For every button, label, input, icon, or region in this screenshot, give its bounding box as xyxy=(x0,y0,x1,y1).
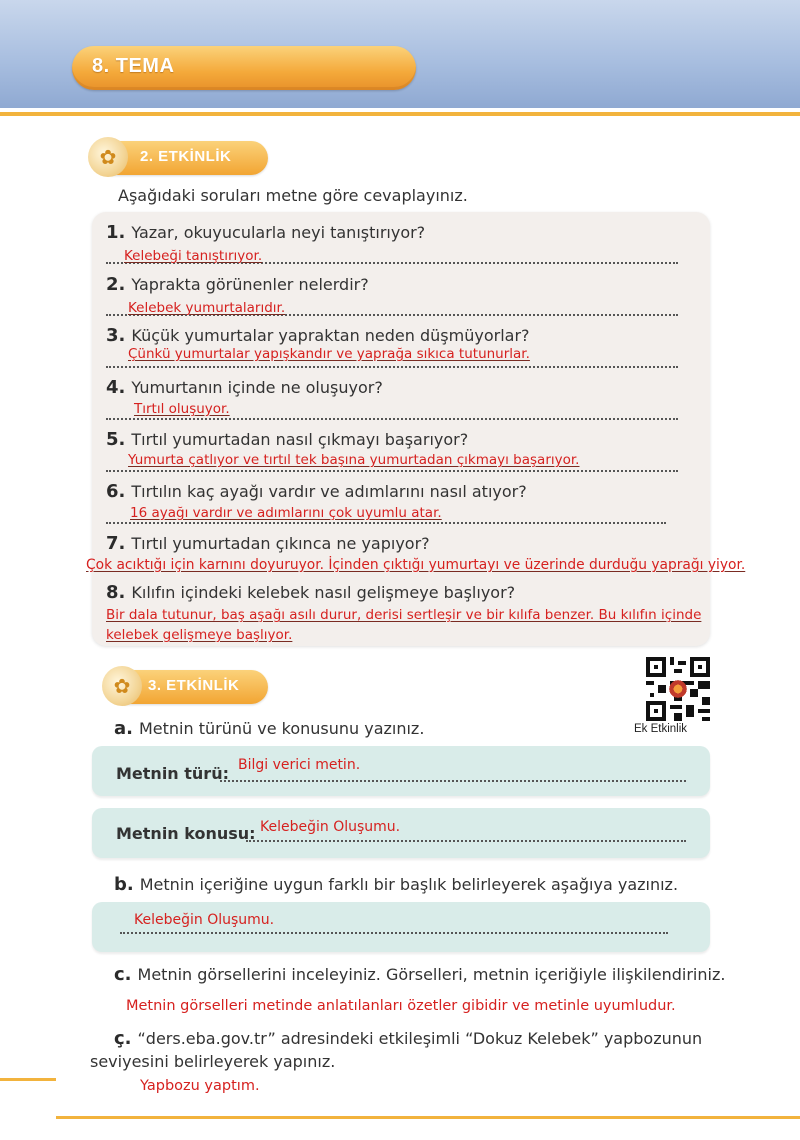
item-cc: ç. “ders.eba.gov.tr” adresindeki etkileşimli “Dokuz Kelebek” yapbozunun xyxy=(114,1028,703,1049)
answer-8-line-1: Bir dala tutunur, baş aşağı asılı durur, derisi sertleşir ve bir kılıfa benzer. Bu kılıfın içinde xyxy=(106,607,702,623)
question-6: 6. Tırtılın kaç ayağı vardır ve adımlarını nasıl atıyor? xyxy=(106,481,527,502)
qr-caption: Ek Etkinlik xyxy=(634,723,688,735)
topic-label: Metnin konusu: xyxy=(116,824,256,843)
activity-2-label: 2. ETKİNLİK xyxy=(140,148,232,165)
header-divider xyxy=(0,112,800,116)
activity-2-instruction: Aşağıdaki soruları metne göre cevaplayınız. xyxy=(118,186,468,205)
type-label: Metnin türü: xyxy=(116,764,229,783)
question-3: 3. Küçük yumurtalar yapraktan neden düşmüyorlar? xyxy=(106,325,530,346)
activity-3-label: 3. ETKİNLİK xyxy=(148,677,240,694)
answer-line xyxy=(120,932,668,934)
answer-line xyxy=(106,470,678,472)
activity-icon: ✿ xyxy=(88,137,128,177)
answer-7: Çok acıktığı için karnını doyuruyor. İçinden çıktığı yumurtayı ve üzerinde durduğu yaprağı yiyor. xyxy=(86,557,746,573)
item-c-answer: Metnin görselleri metinde anlatılanları özetler gibidir ve metinle uyumludur. xyxy=(126,998,676,1014)
item-cc-answer: Yapbozu yaptım. xyxy=(140,1078,260,1094)
side-marker xyxy=(0,1078,56,1081)
answer-line xyxy=(106,366,678,368)
question-1: 1. Yazar, okuyucularla neyi tanıştırıyor? xyxy=(106,222,426,243)
title-answer: Kelebeğin Oluşumu. xyxy=(134,912,275,928)
theme-title: 8. TEMA xyxy=(92,55,175,77)
activity-2-badge xyxy=(96,141,268,175)
qr-code-icon[interactable] xyxy=(646,657,710,721)
answer-2: Kelebek yumurtalarıdır. xyxy=(128,300,286,316)
answer-line xyxy=(106,418,678,420)
answer-4: Tırtıl oluşuyor. xyxy=(134,401,230,417)
question-7: 7. Tırtıl yumurtadan çıkınca ne yapıyor? xyxy=(106,533,430,554)
question-5: 5. Tırtıl yumurtadan nasıl çıkmayı başarıyor? xyxy=(106,429,469,450)
answer-line xyxy=(106,522,666,524)
type-answer: Bilgi verici metin. xyxy=(238,757,361,773)
topic-answer: Kelebeğin Oluşumu. xyxy=(260,819,401,835)
answer-6: 16 ayağı vardır ve adımlarını çok uyumlu atar. xyxy=(130,505,442,521)
question-8: 8. Kılıfın içindeki kelebek nasıl gelişmeye başlıyor? xyxy=(106,582,516,603)
item-a: a. Metnin türünü ve konusunu yazınız. xyxy=(114,718,425,739)
footer-divider xyxy=(56,1116,800,1119)
item-c: c. Metnin görsellerini inceleyiniz. Görselleri, metnin içeriğiyle ilişkilendiriniz. xyxy=(114,964,726,985)
activity-3-badge xyxy=(110,670,268,704)
answer-5: Yumurta çatlıyor ve tırtıl tek başına yumurtadan çıkmayı başarıyor. xyxy=(128,452,580,468)
activity-icon: ✿ xyxy=(102,666,142,706)
item-cc-line-2: seviyesini belirleyerek yapınız. xyxy=(90,1052,336,1071)
question-2: 2. Yaprakta görünenler nelerdir? xyxy=(106,274,369,295)
answer-1: Kelebeği tanıştırıyor. xyxy=(124,248,263,264)
question-4: 4. Yumurtanın içinde ne oluşuyor? xyxy=(106,377,383,398)
answer-3: Çünkü yumurtalar yapışkandır ve yaprağa sıkıca tutunurlar. xyxy=(128,346,530,362)
answer-8-line-2: kelebek gelişmeye başlıyor. xyxy=(106,627,293,643)
answer-line xyxy=(220,780,686,782)
item-b: b. Metnin içeriğine uygun farklı bir başlık belirleyerek aşağıya yazınız. xyxy=(114,874,679,895)
answer-line xyxy=(246,840,686,842)
